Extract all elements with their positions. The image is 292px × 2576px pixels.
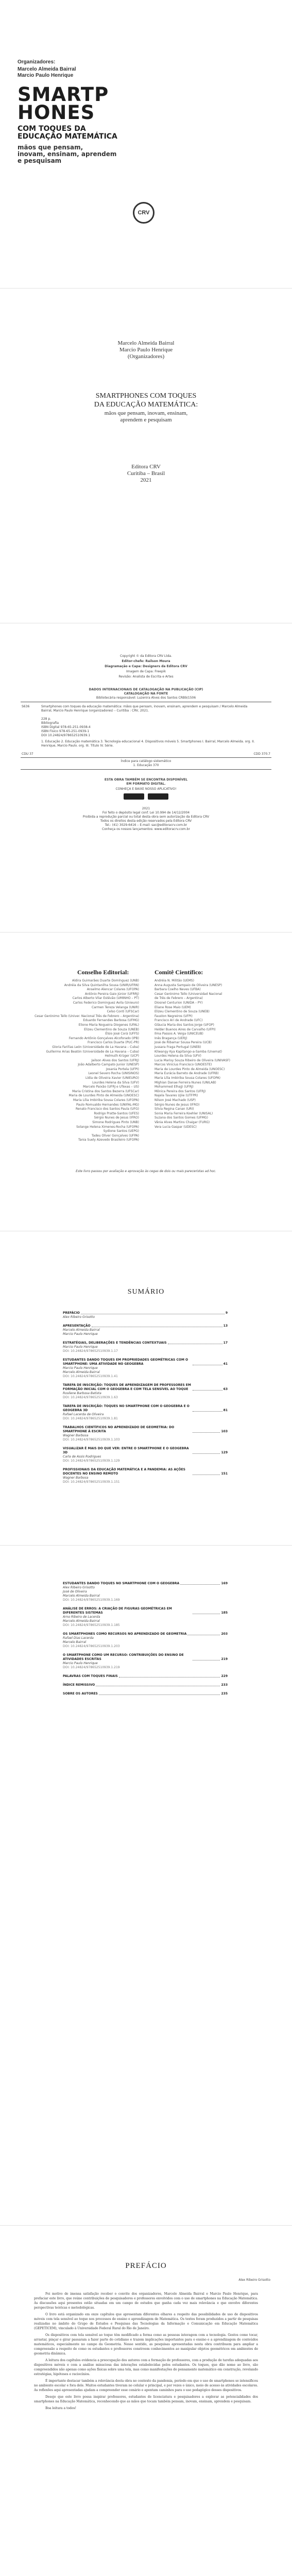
toc-title: ESTUDANTES DANDO TOQUES NO SMARTPHONE COM O GEOGEBRA — [63, 1582, 180, 1585]
book-subtitle-line: aprendem e pesquisam — [120, 417, 172, 423]
cover-page — [0, 0, 292, 289]
publisher-name: Editora CRV — [131, 464, 161, 470]
toc-page-number: 203 — [221, 1632, 228, 1636]
board-member: Aldira Guimarães Duarte Domínguez (UNB) — [72, 979, 139, 982]
board-member: Inês Bragança (UERJ) — [154, 1036, 187, 1040]
cover-title-line: HONES — [18, 101, 95, 124]
toc-title: ÍNDICE REMISSIVO — [63, 1683, 95, 1687]
toc-entry[interactable] — [63, 1632, 228, 1649]
preface-paragraph: Foi motivo de imensa satisfação receber o convite dos organizadores, Marcelo Almeida Bairral e Marcio Paulo Henrique, para prefaciar este livro, que reúne contribuições de pesquisadores e professores envolvidos com o uso de smartphones na Educação Matemática. As discussões aqui presentes estão situadas em um campo de estudos que ganha cada vez mais relevância e que envolve diferentes perspectivas teóricas e metodológicas. — [34, 2292, 258, 2310]
toc-doi: DOI: 10.24824/978652510939.1.203 — [63, 1645, 120, 1648]
board-member: Carlos Federico Dominguez Avila (Unieuro) — [73, 1001, 139, 1005]
board-member: Nilson José Machado (USP) — [154, 1098, 196, 1103]
board-member: Fernando Antônio Gonçalves Alcoforado (IPB) — [68, 1036, 139, 1040]
board-member: Sérgio Nunes de Jesus (IFRO) — [94, 1116, 139, 1120]
committee-heading: Comitê Científico: — [154, 969, 203, 976]
toc-doi: DOI: 10.24824/978652510939.1.63 — [63, 1396, 118, 1399]
board-member: Carmen Tereza Velanga (UNIR) — [92, 1005, 139, 1009]
board-member: Renato Francisco dos Santos Paula (UFG) — [75, 1107, 139, 1111]
divider — [21, 769, 271, 770]
toc-doi: DOI: 10.24824/978652510939.1.81 — [63, 1417, 118, 1420]
toc-author: Marcio Paulo Henrique — [63, 1366, 98, 1370]
toc-title-row — [63, 1447, 228, 1455]
toc-page-number: 185 — [221, 1611, 228, 1615]
preface-title: PREFÁCIO — [125, 2262, 167, 2270]
toc-title: OS SMARTPHONES COMO RECURSOS NO APRENDIZADO DE GEOMETRIA — [63, 1632, 187, 1636]
copyright-page — [0, 623, 292, 933]
toc-title-row — [63, 1653, 228, 1662]
cip-subheading: CATALOGAÇÃO NA FONTE — [124, 692, 168, 696]
toc-doi: DOI: 10.24824/978652510939.1.129 — [63, 1459, 120, 1463]
contents-list — [63, 1311, 228, 1489]
board-member: Élsio José Corá (UFFS) — [105, 1032, 139, 1036]
board-member: Francisco Ari de Andrade (UFC) — [154, 1019, 203, 1023]
board-member: Lourdes Helena da Silva (UFV) — [154, 1054, 201, 1058]
toc-author: Marcelo Almeida Bairral — [63, 1619, 100, 1623]
preface-paragraph: O livro está organizado em onze capítulos que apresentam diferentes olhares a respeito das possibilidades de uso de dispositivos móveis com tela sensível ao toque nos processos de ensino e aprendizagem de Matemática. Os textos foram produzidos a partir de pesquisas realizadas no âmbito do Grupo de Estudos e Pesquisas das Tecnologias da Informação e Comunicação em Educação Matemática (GEPETICEM), vinculado à Universidade Federal Rural do Rio de Janeiro. — [34, 2313, 258, 2330]
toc-entry[interactable] — [63, 1607, 228, 1628]
catalog-pages: 228 p. — [41, 717, 51, 721]
book-subtitle-line: mãos que pensam, inovam, ensinam, — [104, 410, 188, 416]
toc-title-row — [63, 1632, 228, 1636]
board-member: Jailson Alves dos Santos (UFRJ) — [91, 1058, 139, 1062]
toc-page-number: 13 — [223, 1324, 228, 1328]
toc-title: TRABALHOS CIENTÍFICOS NO APRENDIZADO DE GEOMETRIA: DO SMARTPHONE À ESCRITA — [63, 1426, 175, 1433]
toc-leader — [99, 1694, 220, 1695]
toc-page-number: 219 — [221, 1657, 228, 1661]
toc-page-number: 129 — [221, 1451, 228, 1454]
cover-tagline-line: mãos que pensam, — [18, 144, 83, 151]
organizers-role: (Organizadores) — [127, 353, 165, 360]
title-page — [0, 289, 292, 623]
isbn-digital: ISBN Digital 978-65-251-0938-4 — [41, 725, 91, 729]
contents-page-continued — [0, 1546, 292, 2226]
toc-page-number: 229 — [221, 1674, 228, 1678]
toc-doi: DOI: 10.24824/978652510939.1.169 — [63, 1598, 120, 1602]
preface-body — [34, 2292, 258, 2413]
board-member: Anselmo Alencar Colares (UFOPA) — [87, 988, 139, 992]
organizer-name: Marcio Paulo Henrique — [18, 73, 74, 78]
toc-page-number: 169 — [221, 1582, 228, 1585]
toc-title: TAREFA DE INSCRIÇÃO: TOQUES NO SMARTPHONE COM O GEOGEBRA E O GEOGEBRA 3D — [63, 1404, 190, 1412]
cover-image-line: Imagem de Capa: Freepik — [126, 670, 166, 673]
book-title-line: DA EDUCAÇÃO MATEMÁTICA: — [94, 401, 198, 409]
toc-page-number: 63 — [223, 1387, 228, 1391]
toc-entry[interactable] — [63, 1358, 228, 1379]
board-member: Maria Eurácia Barreto de Andrade (UFRB) — [154, 1072, 219, 1076]
board-member: Francisco Carlos Duarte (PUC-PR) — [88, 1041, 139, 1045]
preface-paragraph: É importante destacar também a relevância desta obra no contexto da pandemia, período em que o uso de smartphones se intensificou no ambiente escolar e fora dele. Muitos estudantes tiveram no celular o principal, e por vezes o único, meio de acesso às atividades escolares. As reflexões aqui apresentadas ajudam a compreender esse cenário e apontam caminhos para o uso pedagógico desses dispositivos. — [34, 2379, 258, 2392]
book-title-line: SMARTPHONES COM TOQUES — [95, 392, 197, 400]
toc-title: O SMARTPHONE COMO UM RECURSO: CONTRIBUIÇÕES DO ENSINO DE ATIVIDADES ESCRITAS — [63, 1653, 184, 1661]
website-line: Conheça os nossos lançamentos: www.editoracrv.com.br — [102, 827, 190, 831]
cover-subtitle-line: EDUCAÇÃO MATEMÁTICA — [18, 132, 117, 141]
toc-author: Marcio Paulo Henrique — [63, 1332, 98, 1336]
preface-paragraph: Desejo que este livro possa inspirar professores, estudantes de licenciatura e pesquisadores a explorar as potencialidades dos smartphones na Educação Matemática, reconhecendo que as mãos que tocam também pensam, inovam, ensinam, aprendem e pesquisam. — [34, 2395, 258, 2403]
board-member: Fauston Negreiros (UFPI) — [154, 1014, 193, 1018]
contents-list — [63, 1582, 228, 1701]
toc-title-row — [63, 1607, 228, 1615]
toc-author: Marcio Paulo Henrique — [63, 1662, 98, 1665]
toc-page-number: 103 — [221, 1430, 228, 1433]
board-member: Eduardo Fernandes Barbosa (UFMG) — [83, 1019, 139, 1023]
legal-deposit: Foi feito o depósito legal conf. Lei 10.994 de 14/12/2004 — [102, 811, 190, 815]
isbn-print: ISBN Físico 978-65-251-0939-1 — [41, 730, 90, 733]
board-member: Leonel Severo Rocha (UNISINOS) — [88, 1072, 139, 1076]
preface-paragraph: Boa leitura a todos! — [45, 2406, 76, 2410]
toc-author: Rosilene Barbosa Batista — [63, 1392, 101, 1395]
cdd-code: CDD 370.7 — [253, 752, 270, 756]
board-member: Sydione Santos (UEPG) — [103, 1129, 139, 1133]
digital-notice: EM FORMATO DIGITAL. — [126, 782, 166, 786]
board-member: Guillermo Arias Beatón (Universidade de La Havana – Cuba) — [46, 1049, 139, 1054]
google-play-badge[interactable] — [148, 793, 168, 800]
board-member: José de Ribamar Sousa Pereira (UCB) — [154, 1041, 212, 1045]
board-member: Kilwangy Kya Kapitango-a-Samba (Unemat) — [154, 1049, 222, 1054]
toc-leader — [193, 1390, 222, 1391]
toc-entry[interactable] — [63, 1692, 228, 1696]
toc-entry[interactable] — [63, 1311, 228, 1319]
board-member: Helmuth Krüger (UCP) — [105, 1054, 139, 1058]
organizer-name: Marcio Paulo Henrique — [119, 347, 173, 353]
board-member: Lucia Marisy Souza Ribeiro de Oliveira (UNIVASF) — [154, 1058, 230, 1062]
toc-title: VISUALIZAR É MAIS DO QUE VER: ENTRE O SMARTPHONE E O GEOGEBRA 3D — [63, 1447, 189, 1454]
toc-entry[interactable] — [63, 1324, 228, 1336]
catalog-record: Smartphones com toques da educação matemática: mãos que pensam, inovam, ensinam, aprendem e pesquisam / Marcelo Almeida Bairral, Marcio Paulo Henrique (organizadores) – Curitiba : CRV, 2021. — [41, 705, 248, 713]
board-member: Marcelo Paixão (UFRJ e UTexas – US) — [83, 1085, 139, 1089]
organizer-name: Marcelo Almeida Bairral — [117, 340, 175, 346]
publication-year: 2021 — [140, 477, 152, 483]
toc-title: PREFÁCIO — [63, 1311, 80, 1315]
toc-doi: DOI: 10.24824/978652510939.1.41 — [63, 1375, 118, 1378]
board-member: Silvia Regina Canan (URI) — [154, 1107, 194, 1111]
deposit-year: 2021 — [142, 807, 150, 810]
toc-author: Rafael Lacerda de Oliveira — [63, 1413, 104, 1416]
app-store-badge[interactable] — [124, 793, 144, 800]
board-member: Lídia de Oliveira Xavier (UNIEURO) — [85, 1076, 139, 1080]
toc-doi: DOI: 10.24824/978652510939.1.185 — [63, 1623, 120, 1627]
cover-subtitle-line: COM TOQUES DA — [18, 125, 86, 133]
board-member: Vânia Alves Martins Chaigar (FURG) — [154, 1121, 210, 1124]
board-member: Mônica Pereira dos Santos (UFRJ) — [154, 1089, 206, 1093]
toc-title-row — [63, 1404, 228, 1413]
board-member: Eliane Rose Maio (UEM) — [154, 1005, 191, 1009]
toc-entry[interactable] — [63, 1674, 228, 1679]
toc-title-row — [63, 1683, 228, 1687]
index-entry: 1. Educação 370 — [133, 764, 159, 767]
toc-author: Arno Ribeiro de Lacerda — [63, 1615, 100, 1619]
copyright-line: Copyright © da Editora CRV Ltda. — [120, 654, 172, 658]
toc-entry[interactable] — [63, 1341, 228, 1353]
contents-page — [0, 1231, 292, 1546]
cip-heading: DADOS INTERNACIONAIS DE CATALOGAÇÃO NA PUBLICAÇÃO (CIP) — [89, 688, 203, 691]
contents-title: SUMÁRIO — [127, 1288, 165, 1296]
toc-author: Marcelo Almeida Bairral — [63, 1594, 100, 1598]
board-member: Sonia Maria Ferreira Koehler (UNISAL) — [154, 1111, 213, 1115]
board-member: Maria Lília Imbiriba Sousa Colares (UFOPA) — [73, 1098, 139, 1103]
board-member: Antônio Pereira Gaio Júnior (UFRRJ) — [84, 992, 139, 996]
board-list — [21, 979, 139, 1143]
committee-list — [154, 979, 273, 1129]
board-member: Vera Lucia Gaspar (UDESC) — [154, 1125, 197, 1129]
toc-author: Carla de Assis Rodrigues — [63, 1455, 101, 1459]
toc-author: Wagner Barbosa — [63, 1434, 89, 1437]
board-member: Barbara Coelho Neves (UFBA) — [154, 988, 201, 992]
toc-entry[interactable] — [63, 1447, 228, 1463]
board-heading: Conselho Editorial: — [77, 969, 129, 976]
toc-title-row — [63, 1324, 228, 1328]
board-member: Mohammed Elhajji (UFRJ) — [154, 1085, 194, 1089]
board-member: Marcos Vinicius Francisco (UNOESTE) — [154, 1063, 212, 1067]
toc-entry[interactable] — [63, 1404, 228, 1421]
toc-entry[interactable] — [63, 1683, 228, 1687]
board-member: Maria Lília Imbiriba Sousa Colares (UFOPA) — [154, 1076, 220, 1080]
board-member: Míghian Danae Ferreira Nunes (UNILAB) — [154, 1080, 216, 1084]
board-member: Diosnel Centurion (UNIDA – PY) — [154, 1001, 203, 1005]
preface-paragraph: Os dispositivos com tela sensível ao toque têm modificado a forma como as pessoas interagem com a tecnologia. Gestos como tocar, arrastar, pinçar e girar passaram a fazer parte do cotidiano e trazem implicações importantes para o ensino e a aprendizagem de conteúdos matemáticos, especialmente no campo da Geometria. Nesse sentido, as pesquisas apresentadas nesta obra contribuem para ampliar a compreensão a respeito de como os estudantes e professores constroem conhecimentos ao manipular objetos geométricos em ambientes de geometria dinâmica. — [34, 2333, 258, 2355]
toc-title-row — [63, 1674, 228, 1679]
preface-page — [0, 2226, 292, 2576]
preface-author: Alex Ribeiro Grisotto — [238, 2278, 270, 2282]
toc-title-row — [63, 1426, 228, 1434]
toc-author: Rafael Dias Lacerda — [63, 1636, 94, 1640]
cover-title-line: SMARTP — [18, 83, 109, 106]
toc-title-row — [63, 1341, 228, 1345]
toc-entry[interactable] — [63, 1582, 228, 1602]
layout-line: Diagramação e Capa: Designers da Editora CRV — [105, 665, 187, 668]
toc-doi: DOI: 10.24824/978652510939.1.151 — [63, 1480, 120, 1484]
toc-author: José de Oliveira — [63, 1590, 87, 1594]
toc-title-row — [63, 1311, 228, 1315]
toc-page-number: 151 — [221, 1472, 228, 1476]
librarian-line: Bibliotecária responsável: Luzenira Alves dos Santos CRB9/1506 — [96, 696, 196, 700]
cdu-code: CDU 37 — [22, 752, 33, 756]
toc-page-number: 81 — [223, 1409, 228, 1412]
toc-title: ESTRATÉGIAS, DELIBERAÇÕES E TENDÊNCIAS CONTEXTUAIS — [63, 1341, 167, 1345]
toc-title-row — [63, 1582, 228, 1586]
board-member: Gláucia Maria dos Santos Jorge (UFOP) — [154, 1023, 214, 1027]
reproduction-notice: Proibida a reprodução parcial ou total desta obra sem autorização da Editora CRV — [82, 815, 210, 819]
board-member: Solange Helena Ximenes-Rocha (UFOPA) — [76, 1125, 139, 1129]
toc-title: PALAVRAS COM TOQUES FINAIS — [63, 1674, 118, 1678]
board-member: Sérgio Nunes de Jesus (IFRO) — [154, 1103, 200, 1107]
toc-author: Marcelo Bairral — [63, 1640, 87, 1644]
toc-title-row — [63, 1468, 228, 1476]
toc-doi: DOI: 10.24824/978652510939.1.103 — [63, 1438, 120, 1442]
board-member: Maria de Lourdes Pinto de Almeida (UNOESC) — [68, 1094, 139, 1098]
board-member: Ilma Passos A. Veiga (UNICEUB) — [154, 1032, 203, 1036]
catalog-subjects: 1. Educação 2. Educação matemática 3. Tecnologia educacional 4. Dispositivos móveis 5. Smartphones I. Bairral, Marcelo Almeida. org. II. Henrique, Marcio Paulo. org. III. Título IV. Série. — [41, 740, 255, 748]
toc-author: Wagner Barbosa — [63, 1476, 89, 1480]
cover-tagline-line: inovam, ensinam, aprendem — [18, 150, 117, 158]
toc-page-number: 17 — [223, 1341, 228, 1345]
board-member: Elione Maria Nogueira Diogenes (UFAL) — [78, 1023, 139, 1027]
toc-title: PROFISSIONAIS DA EDUCAÇÃO MATEMÁTICA E A PANDEMIA: AS AÇÕES DOCENTES NO ENSINO REMOTO — [63, 1468, 185, 1476]
toc-entry[interactable] — [63, 1468, 228, 1484]
toc-leader — [193, 1411, 222, 1412]
toc-title-row — [63, 1358, 228, 1366]
toc-page-number: 41 — [223, 1362, 228, 1366]
toc-title: APRESENTAÇÃO — [63, 1324, 91, 1328]
toc-doi: DOI: 10.24824/978652510939.1.219 — [63, 1666, 120, 1669]
toc-title: TAREFA DE INSCRIÇÃO: TOQUES DE APRENDIZAGEM DE PROFESSORES EM FORMAÇÃO INICIAL COM O GEOGEBRA E COM TELA SENSÍVEL AO TOQUE — [63, 1383, 191, 1391]
board-member: Suzana dos Santos Gomes (UFMG) — [154, 1116, 208, 1120]
toc-page-number: 235 — [221, 1692, 228, 1696]
toc-author: Marcelo Almeida Bairral — [63, 1370, 100, 1374]
toc-author: Marcelo Almeida Bairral — [63, 1328, 100, 1332]
cover-tagline-line: e pesquisam — [18, 157, 62, 164]
toc-leader — [180, 1584, 220, 1585]
editor-line: Editor-chefe: Railson Moura — [122, 659, 170, 663]
toc-doi: DOI: 10.24824/978652510939.1.17 — [63, 1349, 118, 1353]
board-member: de Três de Febrero – Argentina) — [154, 996, 203, 1001]
board-member: Celso Conti (UFSCar) — [107, 1010, 139, 1014]
board-member: Jussara Fraga Portugal (UNEB) — [154, 1045, 201, 1049]
toc-entry[interactable] — [63, 1426, 228, 1442]
doi-line: DOI 10.24824/978652510939.1 — [41, 734, 91, 737]
toc-title: ANÁLISE DE ERROS: A CRIAÇÃO DE FIGURAS GEOMÉTRICAS EM DIFERENTES SISTEMAS — [63, 1607, 172, 1615]
board-member: Andréia N. Militão (UEMS) — [154, 979, 194, 982]
toc-title-row — [63, 1692, 228, 1696]
contact-line: Tel.: (41) 3029-6416 – E-mail: sac@editoracrv.com.br — [105, 823, 187, 827]
app-notice: CONHEÇA E BAIXE NOSSO APLICATIVO! — [115, 787, 177, 791]
toc-entry[interactable] — [63, 1383, 228, 1400]
toc-title: SOBRE OS AUTORES — [63, 1692, 98, 1696]
toc-title: ESTUDANTES DANDO TOQUES EM PROPRIEDADES GEOMÉTRICAS COM O SMARTPHONE: UMA ATIVIDADE NO GEOGEBRA — [63, 1358, 188, 1366]
toc-leader — [193, 1453, 220, 1454]
toc-author: Marcio Paulo Henrique — [63, 1345, 98, 1349]
toc-page-number: 9 — [225, 1311, 228, 1315]
publisher-city: Curitiba – Brasil — [127, 470, 165, 477]
toc-entry[interactable] — [63, 1653, 228, 1670]
digital-notice: ESTA OBRA TAMBÉM SE ENCONTRA DISPONÍVEL — [104, 778, 188, 782]
board-member: Carlos Alberto Vilar Estêvão (UMINHO – PT) — [72, 996, 139, 1001]
catalog-bibliography: Bibliografia — [41, 721, 59, 725]
board-member: Anna Augusta Sampaio de Oliveira (UNESP) — [154, 983, 222, 987]
divider — [21, 757, 271, 758]
board-member: Cesar Gerónimo Tello (Universidad Nacional — [154, 992, 222, 996]
board-member: Cesar Gerónimo Tello (Univer. Nacional Três de Febrero – Argentina) — [35, 1014, 139, 1018]
cutter-code: S636 — [22, 705, 30, 708]
peer-review-note: Este livro passou por avaliação e aprovação às cegas de dois ou mais pareceristas ad hoc. — [76, 1170, 216, 1173]
board-member: Andréia da Silva Quintanilha Sousa (UNIR/UFRN) — [64, 983, 139, 987]
board-member: Paulo Romualdo Hernandes (UNIFAL-MG) — [76, 1103, 139, 1107]
index-heading: Índice para catálogo sistemático — [121, 759, 171, 763]
board-member: João Adalberto Campato Junior (UNESP) — [78, 1063, 139, 1067]
board-member: Helder Buenos Aires de Carvalho (UFPI) — [154, 1027, 216, 1031]
organizer-name: Marcelo Almeida Bairral — [18, 66, 76, 72]
publisher-logo: CRV — [133, 202, 154, 224]
toc-leader — [193, 1432, 220, 1433]
rights-notice: Todos os direitos desta edição reservados pela Editora CRV — [100, 819, 192, 823]
organizers-label: Organizadores: — [18, 59, 56, 65]
board-member: Lourdes Helena da Silva (UFV) — [92, 1080, 139, 1084]
board-member: Gloria Fariñas León (Universidade de La Havana – Cuba) — [52, 1045, 139, 1049]
board-member: Rodrigo Pratte-Santos (UFES) — [94, 1111, 139, 1115]
editorial-board-page — [0, 933, 292, 1231]
board-member: Elizeu Clementino de Souza (UNEB) — [84, 1027, 139, 1031]
board-member: Najela Tavares Ujiie (UTFPR) — [154, 1094, 198, 1098]
board-member: Josania Portela (UFPI) — [106, 1067, 139, 1071]
preface-paragraph: A leitura dos capítulos evidencia a preocupação dos autores com a formação de professores, com a produção de tarefas adequadas aos dispositivos móveis e com a análise minuciosa das interações estabelecidas pelos estudantes. Os toques, que dão nome ao livro, são compreendidos não apenas como ações físicas sobre uma tela, mas como manifestações do pensamento matemático em construção, revelando estratégias, hipóteses e raciocínios. — [34, 2359, 258, 2376]
toc-page-number: 233 — [221, 1683, 228, 1687]
toc-title-row — [63, 1383, 228, 1392]
review-line: Revisão: Analista de Escrita e Artes — [118, 675, 174, 679]
toc-author: Alex Ribeiro Grisotto — [63, 1315, 95, 1319]
board-member: Maria Cristina dos Santos Bezerra (UFSCar) — [72, 1089, 139, 1093]
board-member: Maria de Lourdes Pinto de Almeida (UNOESC) — [154, 1067, 225, 1071]
toc-author: Alex Ribeiro Grisotto — [63, 1586, 95, 1589]
board-member: Elizeu Clementino de Souza (UNEB) — [154, 1010, 210, 1014]
board-member: Tadeu Oliver Gonçalves (UFPA) — [91, 1133, 139, 1138]
board-member: Simone Rodrigues Pinto (UNB) — [92, 1121, 139, 1124]
board-member: Tania Suely Azevedo Brasileiro (UFOPA) — [78, 1138, 139, 1142]
